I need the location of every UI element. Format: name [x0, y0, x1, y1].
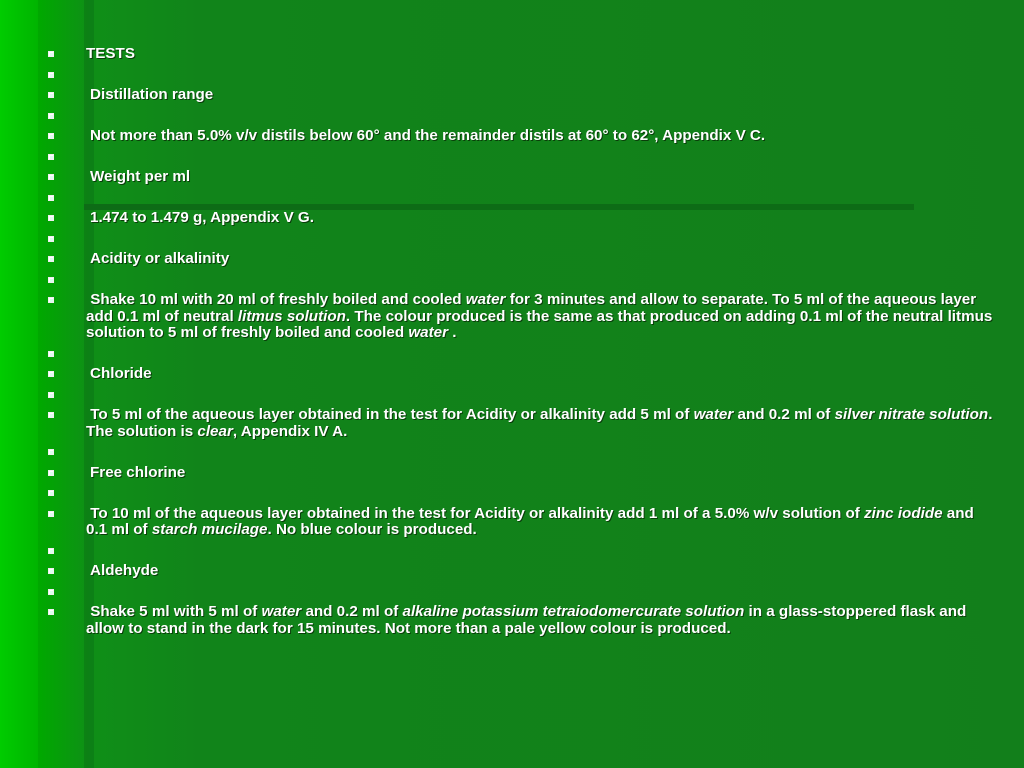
paragraph-text: for 3 minutes and allow to separate. To 5 ml of the aqueous layer add 0.1 ml of neutral	[86, 291, 977, 325]
paragraph-text: .	[448, 324, 457, 341]
section-paragraph	[86, 292, 994, 342]
italic-term: water	[693, 406, 734, 423]
italic-term: clear	[197, 422, 233, 440]
square-bullet-icon	[48, 215, 54, 221]
square-bullet-icon	[48, 256, 54, 262]
bullet-row	[44, 46, 994, 63]
square-bullet-icon	[48, 92, 54, 98]
paragraph-text: . The colour produced is the same as that produced on adding 0.1 ml of the neutral litmus solution to 5 ml of freshly boiled and cooled	[86, 307, 993, 341]
italic-term: water	[465, 291, 506, 308]
bullet-row	[44, 407, 994, 440]
paragraph-text: in a glass-stoppered flask and allow to stand in the dark for 15 minutes. Not more than a pale yellow colour is produced.	[86, 603, 967, 637]
square-bullet-icon	[48, 133, 54, 139]
slide-body	[44, 46, 994, 641]
paragraph-text: and 0.1 ml of	[86, 504, 974, 538]
empty-bullet-row	[44, 444, 994, 461]
paragraph-text: Shake 5 ml with 5 ml of	[86, 603, 262, 620]
bullet-row	[44, 128, 994, 145]
empty-bullet-row	[44, 190, 994, 207]
section-heading: Acidity or alkalinity	[90, 250, 230, 267]
section-text: Not more than 5.0% v/v distils below 60° and the remainder distils at 60° to 62°, Appendix V C.	[90, 127, 766, 144]
section-heading: TESTS	[86, 45, 135, 62]
section-heading: Free chlorine	[90, 463, 186, 481]
bullet-row	[44, 563, 994, 580]
bullet-row	[44, 169, 994, 186]
empty-bullet-row	[44, 346, 994, 363]
section-paragraph	[86, 604, 994, 637]
section-text: 1.474 to 1.479 g, Appendix V G.	[90, 209, 314, 226]
section-paragraph	[86, 407, 994, 440]
section-heading: Distillation range	[90, 86, 214, 103]
square-bullet-icon	[48, 174, 54, 180]
section-paragraph	[86, 506, 994, 539]
section-heading: Chloride	[90, 365, 152, 382]
paragraph-text: To 10 ml of the aqueous layer obtained in the test for Acidity or alkalinity add 1 ml of a 5.0% w/v solution of	[86, 504, 865, 522]
empty-bullet-row	[44, 543, 994, 560]
empty-bullet-row	[44, 387, 994, 404]
italic-term: water	[408, 324, 449, 341]
square-bullet-icon	[48, 351, 54, 357]
italic-term: zinc iodide	[864, 504, 943, 522]
square-bullet-icon	[48, 371, 54, 377]
paragraph-text: Shake 10 ml with 20 ml of freshly boiled and cooled	[86, 291, 466, 308]
empty-bullet-row	[44, 108, 994, 125]
italic-term: silver nitrate solution	[834, 406, 989, 423]
italic-term: water	[261, 603, 302, 620]
bullet-row	[44, 366, 994, 383]
empty-bullet-row	[44, 272, 994, 289]
square-bullet-icon	[48, 297, 54, 303]
section-heading: Aldehyde	[90, 562, 159, 579]
square-bullet-icon	[48, 568, 54, 574]
section-heading: Weight per ml	[90, 168, 191, 185]
square-bullet-icon	[48, 154, 54, 160]
bullet-row	[44, 87, 994, 104]
paragraph-text: and 0.2 ml of	[301, 603, 403, 620]
square-bullet-icon	[48, 412, 54, 418]
square-bullet-icon	[48, 195, 54, 201]
paragraph-text: and 0.2 ml of	[733, 406, 835, 423]
square-bullet-icon	[48, 449, 54, 455]
bullet-row	[44, 465, 994, 482]
paragraph-text: To 5 ml of the aqueous layer obtained in the test for Acidity or alkalinity add 5 ml of	[86, 406, 694, 423]
square-bullet-icon	[48, 277, 54, 283]
paragraph-text: , Appendix IV A.	[232, 422, 348, 440]
bullet-row	[44, 604, 994, 637]
square-bullet-icon	[48, 609, 54, 615]
empty-bullet-row	[44, 231, 994, 248]
square-bullet-icon	[48, 51, 54, 57]
paragraph-text: . The solution is	[86, 406, 993, 440]
bullet-row	[44, 292, 994, 342]
italic-term: alkaline potassium tetraiodomercurate solution	[402, 603, 745, 620]
square-bullet-icon	[48, 470, 54, 476]
bullet-row	[44, 210, 994, 227]
empty-bullet-row	[44, 149, 994, 166]
bullet-row	[44, 251, 994, 268]
square-bullet-icon	[48, 236, 54, 242]
square-bullet-icon	[48, 548, 54, 554]
square-bullet-icon	[48, 113, 54, 119]
square-bullet-icon	[48, 589, 54, 595]
square-bullet-icon	[48, 72, 54, 78]
empty-bullet-row	[44, 67, 994, 84]
square-bullet-icon	[48, 392, 54, 398]
decorative-left-band	[0, 0, 38, 768]
square-bullet-icon	[48, 511, 54, 517]
empty-bullet-row	[44, 485, 994, 502]
empty-bullet-row	[44, 584, 994, 601]
italic-term: starch mucilage	[151, 521, 268, 538]
bullet-row	[44, 506, 994, 539]
square-bullet-icon	[48, 490, 54, 496]
paragraph-text: . No blue colour is produced.	[267, 521, 477, 538]
italic-term: litmus solution	[237, 307, 346, 325]
